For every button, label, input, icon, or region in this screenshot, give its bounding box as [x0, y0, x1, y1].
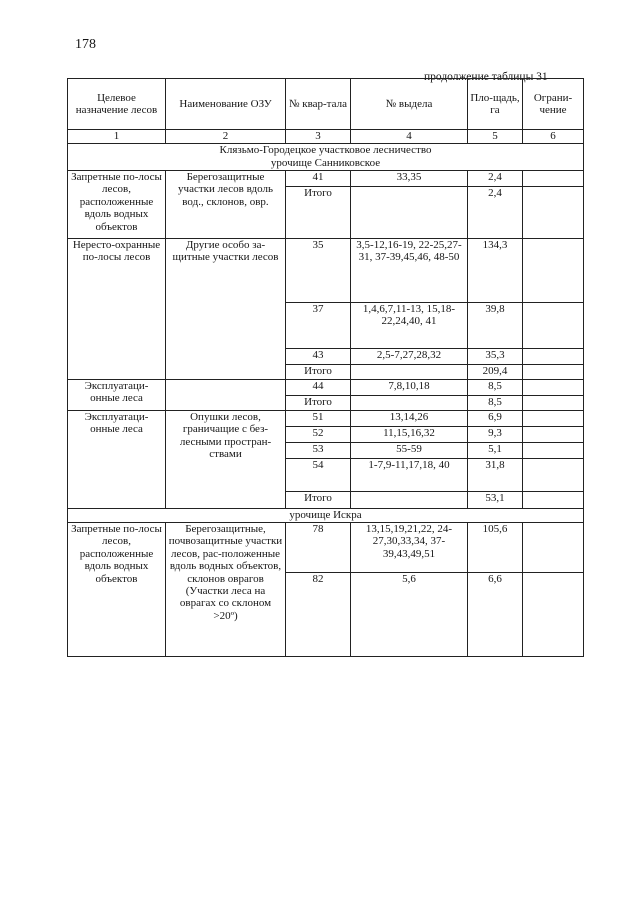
area-cell: 5,1	[468, 443, 523, 459]
table-row	[68, 411, 584, 427]
area-cell: 2,4	[468, 187, 523, 239]
vydel-cell	[351, 187, 468, 239]
section-heading-row	[68, 509, 584, 523]
kvartal-cell: 37	[286, 303, 351, 349]
area-cell: 39,8	[468, 303, 523, 349]
column-number: 1	[68, 130, 166, 144]
area-cell: 2,4	[468, 171, 523, 187]
table-continuation-label: продолжение таблицы 31	[424, 71, 548, 83]
restriction-cell	[523, 187, 584, 239]
restriction-cell	[523, 443, 584, 459]
vydel-cell: 2,5-7,27,28,32	[351, 349, 468, 365]
zone-name-cell: Опушки лесов, граничащие с без-лесными простран-ствами	[166, 411, 286, 509]
kvartal-cell: Итого	[286, 365, 351, 380]
vydel-cell: 55-59	[351, 443, 468, 459]
kvartal-cell: Итого	[286, 187, 351, 239]
section-heading-row	[68, 144, 584, 171]
restriction-cell	[523, 459, 584, 492]
header-area: Пло-щадь, га	[468, 79, 523, 130]
restriction-cell	[523, 492, 584, 509]
kvartal-cell: 51	[286, 411, 351, 427]
header-kvartal: № квар-тала	[286, 79, 351, 130]
vydel-cell: 1,4,6,7,11-13, 15,18-22,24,40, 41	[351, 303, 468, 349]
vydel-cell: 5,6	[351, 573, 468, 657]
vydel-cell: 3,5-12,16-19, 22-25,27-31, 37-39,45,46, 48-50	[351, 239, 468, 303]
column-number: 3	[286, 130, 351, 144]
table-row	[68, 380, 584, 396]
restriction-cell	[523, 396, 584, 411]
kvartal-cell: 44	[286, 380, 351, 396]
section-title-tract: урочище Искра	[289, 509, 362, 521]
forest-zones-table	[67, 78, 584, 657]
kvartal-cell: 53	[286, 443, 351, 459]
section-title-tract: урочище Санниковское	[270, 157, 381, 169]
restriction-cell	[523, 171, 584, 187]
section-heading	[68, 509, 584, 523]
section-heading	[68, 144, 584, 171]
purpose-cell: Запретные по-лосы лесов, расположенные вдоль водных объектов	[68, 523, 166, 657]
kvartal-cell: Итого	[286, 492, 351, 509]
kvartal-cell: 78	[286, 523, 351, 573]
vydel-cell	[351, 365, 468, 380]
header-row	[68, 79, 584, 130]
header-zone-name: Наименование ОЗУ	[166, 79, 286, 130]
section-title-forestry: Клязьмо-Городецкое участковое лесничество	[219, 144, 432, 156]
kvartal-cell: 54	[286, 459, 351, 492]
header-restriction: Ограни-чение	[523, 79, 584, 130]
restriction-cell	[523, 523, 584, 573]
zone-name-cell: Другие особо за-щитные участки лесов	[166, 239, 286, 380]
area-cell: 6,6	[468, 573, 523, 657]
vydel-cell: 33,35	[351, 171, 468, 187]
vydel-cell: 11,15,16,32	[351, 427, 468, 443]
area-cell: 31,8	[468, 459, 523, 492]
column-number: 5	[468, 130, 523, 144]
restriction-cell	[523, 303, 584, 349]
purpose-cell: Запретные по-лосы лесов, расположенные вдоль водных объектов	[68, 171, 166, 239]
column-number: 6	[523, 130, 584, 144]
table-row	[68, 523, 584, 573]
kvartal-cell: 82	[286, 573, 351, 657]
column-number: 4	[351, 130, 468, 144]
area-cell: 35,3	[468, 349, 523, 365]
column-number: 2	[166, 130, 286, 144]
zone-name-cell: Берегозащитные, почвозащитные участки лесов, рас-положенные вдоль водных объектов, склонов оврагов (Участки леса на оврагах со склоном >20º)	[166, 523, 286, 657]
column-number-row	[68, 130, 584, 144]
area-cell: 8,5	[468, 396, 523, 411]
purpose-cell: Нересто-охранные по-лосы лесов	[68, 239, 166, 380]
area-cell: 134,3	[468, 239, 523, 303]
restriction-cell	[523, 380, 584, 396]
restriction-cell	[523, 349, 584, 365]
vydel-cell: 13,14,26	[351, 411, 468, 427]
vydel-cell: 7,8,10,18	[351, 380, 468, 396]
area-cell: 209,4	[468, 365, 523, 380]
purpose-cell: Эксплуатаци-онные леса	[68, 411, 166, 509]
vydel-cell: 13,15,19,21,22, 24-27,30,33,34, 37-39,43,49,51	[351, 523, 468, 573]
header-purpose: Целевое назначение лесов	[68, 79, 166, 130]
vydel-cell	[351, 492, 468, 509]
purpose-cell: Эксплуатаци-онные леса	[68, 380, 166, 411]
kvartal-cell: Итого	[286, 396, 351, 411]
area-cell: 8,5	[468, 380, 523, 396]
table-row	[68, 171, 584, 187]
kvartal-cell: 52	[286, 427, 351, 443]
header-vydel: № выдела	[351, 79, 468, 130]
area-cell: 6,9	[468, 411, 523, 427]
zone-name-cell	[166, 380, 286, 411]
vydel-cell: 1-7,9-11,17,18, 40	[351, 459, 468, 492]
page-number: 178	[75, 37, 96, 52]
vydel-cell	[351, 396, 468, 411]
restriction-cell	[523, 573, 584, 657]
restriction-cell	[523, 411, 584, 427]
area-cell: 53,1	[468, 492, 523, 509]
restriction-cell	[523, 427, 584, 443]
kvartal-cell: 43	[286, 349, 351, 365]
restriction-cell	[523, 365, 584, 380]
kvartal-cell: 41	[286, 171, 351, 187]
restriction-cell	[523, 239, 584, 303]
kvartal-cell: 35	[286, 239, 351, 303]
area-cell: 105,6	[468, 523, 523, 573]
zone-name-cell: Берегозащитные участки лесов вдоль вод., склонов, овр.	[166, 171, 286, 239]
area-cell: 9,3	[468, 427, 523, 443]
table-row	[68, 239, 584, 303]
